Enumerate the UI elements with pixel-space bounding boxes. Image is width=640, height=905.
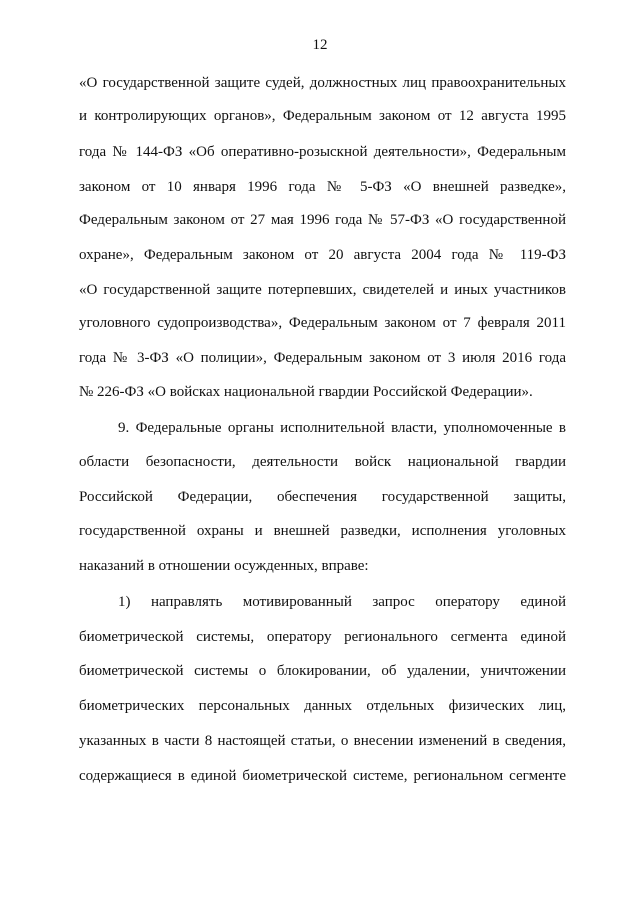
text-line: биометрической системы о блокировании, об удалении, уничтожении — [79, 663, 566, 679]
text-line: года № 144-ФЗ «Об оперативно-розыскной деятельности», Федеральным — [79, 144, 566, 160]
text-line: области безопасности, деятельности войск национальной гвардии — [79, 454, 566, 470]
text-line: «О государственной защите судей, должностных лиц правоохранительных — [79, 75, 566, 91]
text-line: биометрической системы, оператору регионального сегмента единой — [79, 629, 566, 645]
paragraph-start-line: 9. Федеральные органы исполнительной власти, уполномоченные в — [118, 420, 566, 436]
text-line: содержащиеся в единой биометрической системе, региональном сегменте — [79, 768, 566, 784]
text-line: государственной охраны и внешней разведки, исполнения уголовных — [79, 523, 566, 539]
text-line: уголовного судопроизводства», Федеральным законом от 7 февраля 2011 — [79, 315, 566, 331]
text-line: года № 3-ФЗ «О полиции», Федеральным законом от 3 июля 2016 года — [79, 350, 566, 366]
text-line: охране», Федеральным законом от 20 августа 2004 года № 119-ФЗ — [79, 247, 566, 263]
page-number: 12 — [312, 37, 328, 53]
text-line: наказаний в отношении осужденных, вправе: — [79, 558, 369, 574]
text-line: указанных в части 8 настоящей статьи, о внесении изменений в сведения, — [79, 733, 566, 749]
text-line: «О государственной защите потерпевших, свидетелей и иных участников — [79, 282, 566, 298]
paragraph-start-line: 1) направлять мотивированный запрос оператору единой — [118, 594, 566, 610]
text-line: № 226-ФЗ «О войсках национальной гвардии Российской Федерации». — [79, 384, 533, 400]
text-line: законом от 10 января 1996 года № 5-ФЗ «О внешней разведке», — [79, 179, 566, 195]
text-line: Российской Федерации, обеспечения государственной защиты, — [79, 489, 566, 505]
text-line: и контролирующих органов», Федеральным законом от 12 августа 1995 — [79, 108, 566, 124]
text-line: биометрических персональных данных отдельных физических лиц, — [79, 698, 566, 714]
text-line: Федеральным законом от 27 мая 1996 года № 57-ФЗ «О государственной — [79, 212, 566, 228]
